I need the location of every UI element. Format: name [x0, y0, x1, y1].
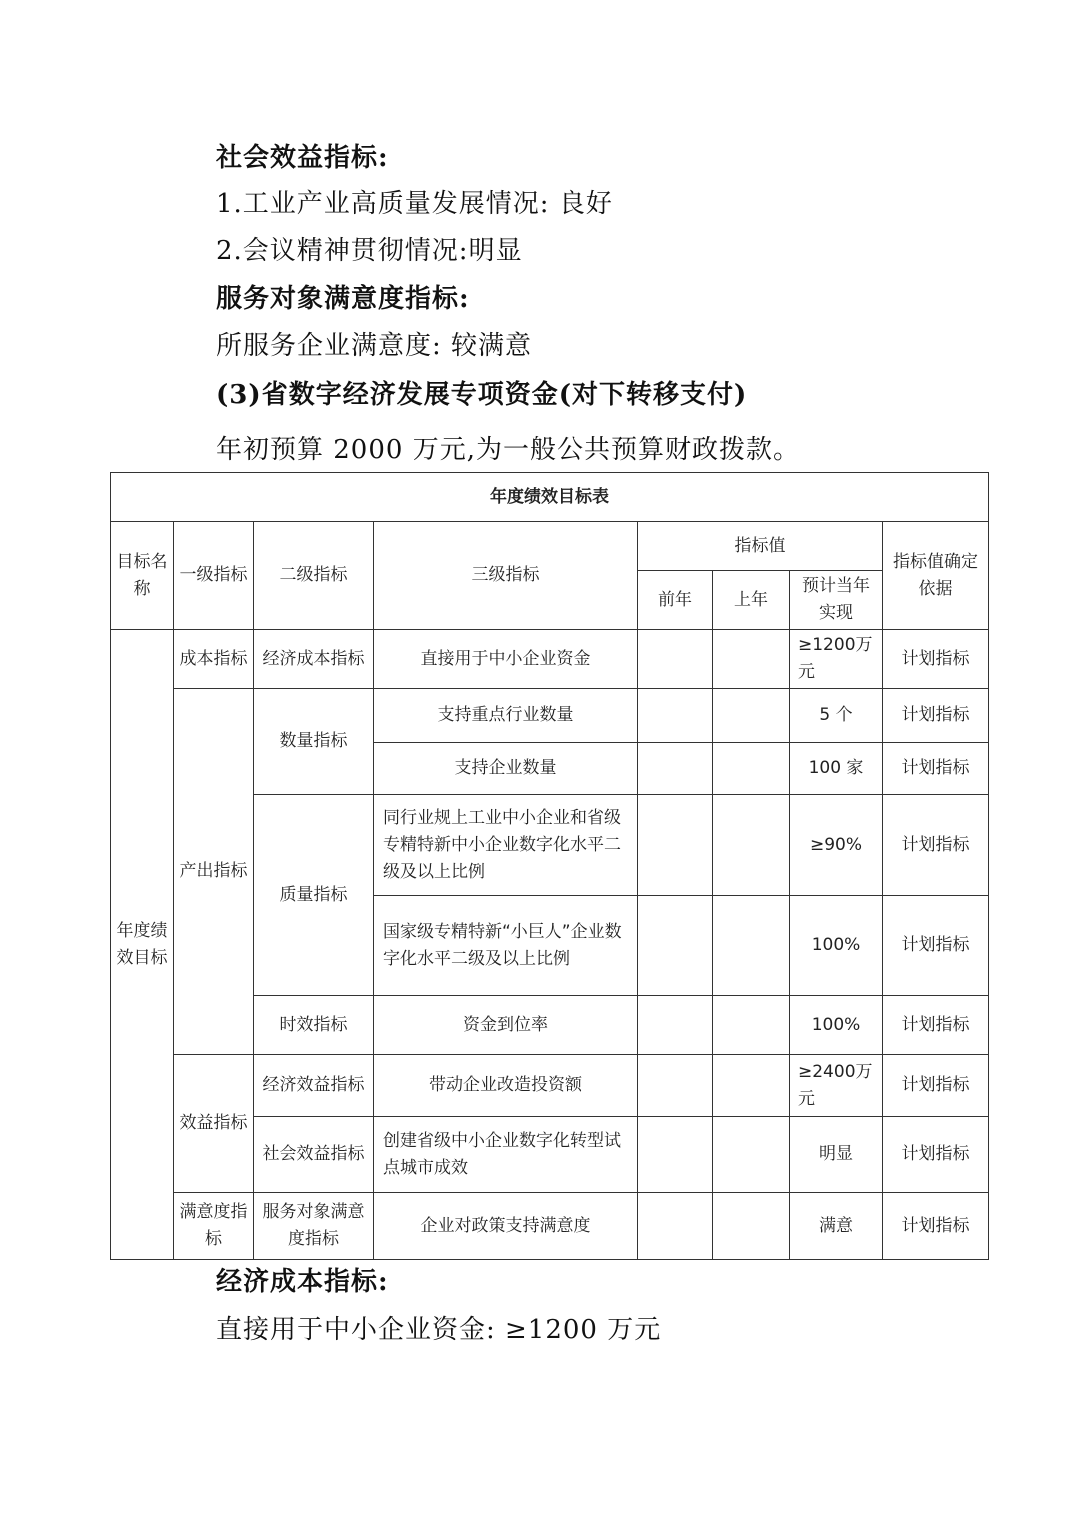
group-cost: 成本指标	[174, 630, 254, 689]
level3-cell: 支持企业数量	[374, 743, 638, 795]
prev-cell	[638, 743, 713, 795]
economic-cost-heading: 经济成本指标:	[216, 1267, 389, 1297]
prev-cell	[638, 795, 713, 896]
level3-cell: 同行业规上工业中小企业和省级专精特新中小企业数字化水平二级及以上比例	[374, 795, 638, 896]
prev-cell	[638, 689, 713, 743]
last-cell	[713, 1117, 790, 1193]
last-cell	[713, 1055, 790, 1117]
last-cell	[713, 743, 790, 795]
level3-cell: 企业对政策支持满意度	[374, 1193, 638, 1260]
group-benefit: 效益指标	[174, 1055, 254, 1193]
last-cell	[713, 896, 790, 996]
level3-cell: 支持重点行业数量	[374, 689, 638, 743]
header-level3: 三级指标	[374, 522, 638, 630]
table-title: 年度绩效目标表	[111, 473, 989, 522]
social-benefit-heading: 社会效益指标:	[216, 143, 389, 173]
basis-cell: 计划指标	[883, 795, 989, 896]
prev-cell	[638, 1117, 713, 1193]
expected-cell: ≥1200万元	[790, 630, 883, 689]
last-cell	[713, 795, 790, 896]
economic-cost-item: 直接用于中小企业资金: ≥1200 万元	[216, 1315, 662, 1345]
sub-quality: 质量指标	[254, 795, 374, 996]
header-level2: 二级指标	[254, 522, 374, 630]
service-satisfaction-item: 所服务企业满意度: 较满意	[216, 331, 533, 361]
level3-cell: 直接用于中小企业资金	[374, 630, 638, 689]
level3-cell: 创建省级中小企业数字化转型试点城市成效	[374, 1117, 638, 1193]
basis-cell: 计划指标	[883, 689, 989, 743]
prev-cell	[638, 896, 713, 996]
header-target-name: 目标名称	[111, 522, 174, 630]
header-level1: 一级指标	[174, 522, 254, 630]
sub-social-benefit: 社会效益指标	[254, 1117, 374, 1193]
prev-cell	[638, 630, 713, 689]
expected-cell: ≥2400万元	[790, 1055, 883, 1117]
section-3-heading: (3)省数字经济发展专项资金(对下转移支付)	[216, 380, 748, 410]
social-item-1: 1.工业产业高质量发展情况: 良好	[216, 189, 613, 219]
sub-service-satisfaction: 服务对象满意度指标	[254, 1193, 374, 1260]
expected-cell: 满意	[790, 1193, 883, 1260]
sub-timeliness: 时效指标	[254, 996, 374, 1055]
last-cell	[713, 689, 790, 743]
expected-cell: 5 个	[790, 689, 883, 743]
service-satisfaction-heading: 服务对象满意度指标:	[216, 284, 470, 314]
header-indicator-value: 指标值	[638, 522, 883, 571]
last-cell	[713, 996, 790, 1055]
level3-cell: 国家级专精特新“小巨人”企业数字化水平二级及以上比例	[374, 896, 638, 996]
header-last-year: 上年	[713, 571, 790, 630]
basis-cell: 计划指标	[883, 1055, 989, 1117]
header-basis: 指标值确定依据	[883, 522, 989, 630]
basis-cell: 计划指标	[883, 1117, 989, 1193]
group-satisfaction: 满意度指标	[174, 1193, 254, 1260]
expected-cell: 100%	[790, 896, 883, 996]
expected-cell: 明显	[790, 1117, 883, 1193]
expected-cell: 100 家	[790, 743, 883, 795]
performance-target-table	[110, 472, 989, 1260]
budget-text: 年初预算 2000 万元,为一般公共预算财政拨款。	[216, 435, 800, 465]
level3-cell: 资金到位率	[374, 996, 638, 1055]
expected-cell: ≥90%	[790, 795, 883, 896]
sub-economic-cost: 经济成本指标	[254, 630, 374, 689]
basis-cell: 计划指标	[883, 996, 989, 1055]
prev-cell	[638, 1193, 713, 1260]
social-item-2: 2.会议精神贯彻情况:明显	[216, 236, 523, 266]
expected-cell: 100%	[790, 996, 883, 1055]
sub-quantity: 数量指标	[254, 689, 374, 795]
last-cell	[713, 1193, 790, 1260]
group-output: 产出指标	[174, 689, 254, 1055]
sub-economic-benefit: 经济效益指标	[254, 1055, 374, 1117]
level3-cell: 带动企业改造投资额	[374, 1055, 638, 1117]
prev-cell	[638, 996, 713, 1055]
header-prev-year: 前年	[638, 571, 713, 630]
basis-cell: 计划指标	[883, 1193, 989, 1260]
basis-cell: 计划指标	[883, 743, 989, 795]
prev-cell	[638, 1055, 713, 1117]
target-name-cell: 年度绩效目标	[111, 630, 174, 1260]
basis-cell: 计划指标	[883, 630, 989, 689]
header-expected: 预计当年实现	[790, 571, 883, 630]
basis-cell: 计划指标	[883, 896, 989, 996]
last-cell	[713, 630, 790, 689]
